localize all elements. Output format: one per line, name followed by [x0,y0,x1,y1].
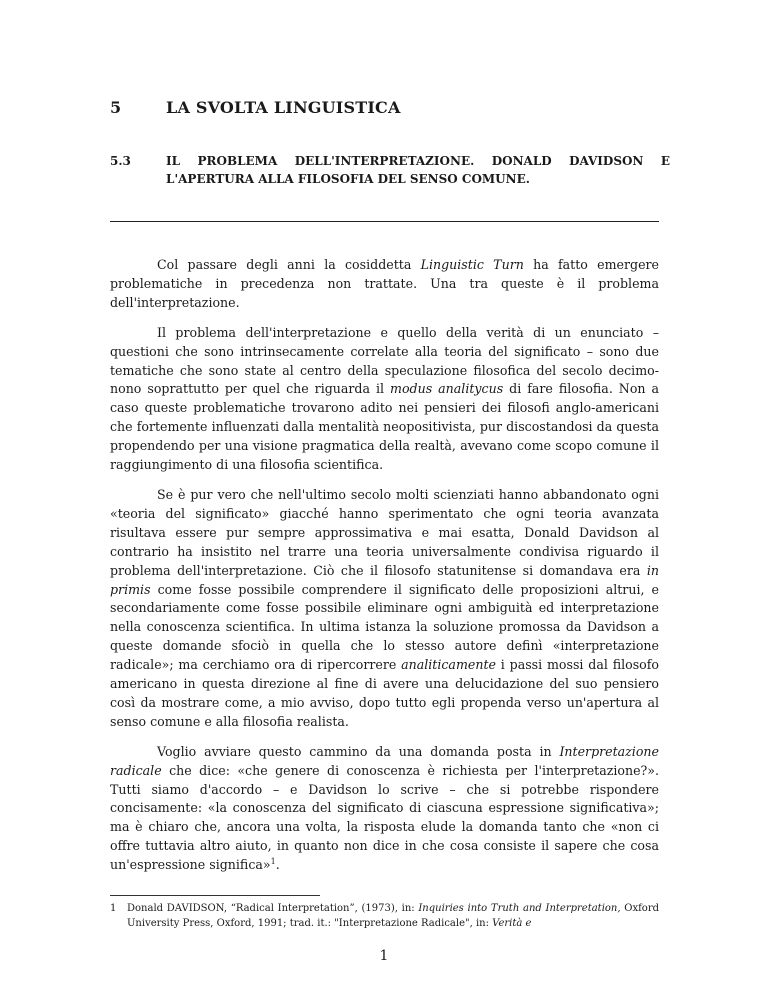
footnote-reference: 1 [270,857,276,866]
italic-run: Verità e [492,918,532,929]
heading-divider [110,221,659,222]
chapter-number: 5 [110,98,122,117]
italic-run: Interpretazione radicale [110,743,659,778]
paragraph: Se è pur vero che nell'ultimo secolo molti scienziati hanno abbandonato ogni «teoria del significato» giacché hanno sperimentato che ogni teoria avanzata risultava essere pur sempre approssimativa e mai esatta, Donald Davidson al contrario ha insistito nel trarre una teoria universalmente condivisa riguardo il problema dell'interpretazione. Ciò che il filosofo statunitense si domandava era in primis come fosse possibile comprendere il significato delle proposizioni altrui, e secondariamente come fosse possibile eliminare ogni ambiguità ed interpretazione nella conoscenza scientifica. In ultima istanza la soluzione promossa da Davidson a queste domande sfociò in quella che lo stesso autore definì «interpretazione radicale»; ma cerchiamo ora di ripercorrere analiticamente i passi mossi dal filosofo americano in questa direzione al fine di avere una delucidazione del suo pensiero così da mostrare come, a mio avviso, dopo tutto egli propenda verso un'apertura al senso comune e alla filosofia realista. [110,486,659,729]
italic-run: in primis [110,562,659,597]
body-text [110,256,659,886]
footnote-divider [110,895,320,896]
page-number: 1 [379,948,389,964]
italic-run: Linguistic Turn [420,257,524,272]
section-title: IL PROBLEMA DELL'INTERPRETAZIONE. DONALD DAVIDSON E L'APERTURA ALLA FILOSOFIA DEL SENSO COMUNE. [166,154,670,186]
paragraph: Voglio avviare questo cammino da una domanda posta in Interpretazione radicale che dice: «che genere di conoscenza è richiesta per l'interpretazione?». Tutti siamo d'accordo – e Davidson lo scrive – che si potrebbe rispondere concisamente: «la conoscenza del significato di ciascuna espressione significativa»; ma è chiaro che, ancora una volta, la risposta elude la domanda tanto che «non ci offre tuttavia altro aiuto, in quanto non dice in che cosa consiste il sapere che cosa un'espressione significa»$^1$. [110,743,659,873]
chapter-heading [110,98,401,117]
footnote-number: 1 [110,903,117,914]
footnote-text: Donald DAVIDSON, “Radical Interpretation”, (1973), in: Inquiries into Truth and Interpretation, Oxford University Press, Oxford, 1991; trad. it.: "Interpretazione Radicale", in: Verità e [127,903,659,929]
section-number: 5.3 [110,154,131,168]
footnote [110,901,659,931]
italic-run: modus analitycus [390,381,504,397]
paragraph: Il problema dell'interpretazione e quello della verità di un enunciato – questioni che sono intrinsecamente correlate alla teoria del significato – sono due tematiche che sono state al centro della speculazione filosofica del secolo decimo-nono soprattutto per quel che riguarda il modus analitycus di fare filosofia. Non a caso queste problematiche trovarono adito nei pensieri dei filosofi anglo-americani che fortemente influenzati dalla mentalità neopositivista, pur discostandosi da questa propendendo per una visione pragmatica della realtà, avevano come scopo comune il raggiungimento di una filosofia scientifica. [110,324,660,473]
chapter-title: LA SVOLTA LINGUISTICA [166,98,401,117]
paragraph: Col passare degli anni la cosiddetta Linguistic Turn ha fatto emergere problematiche in precedenza non trattate. Una tra queste è il problema dell'interpretazione. [110,257,660,310]
italic-run: analiticamente [401,657,496,673]
section-heading [110,152,670,188]
italic-run: Inquiries into Truth and Interpretation, [418,903,621,914]
